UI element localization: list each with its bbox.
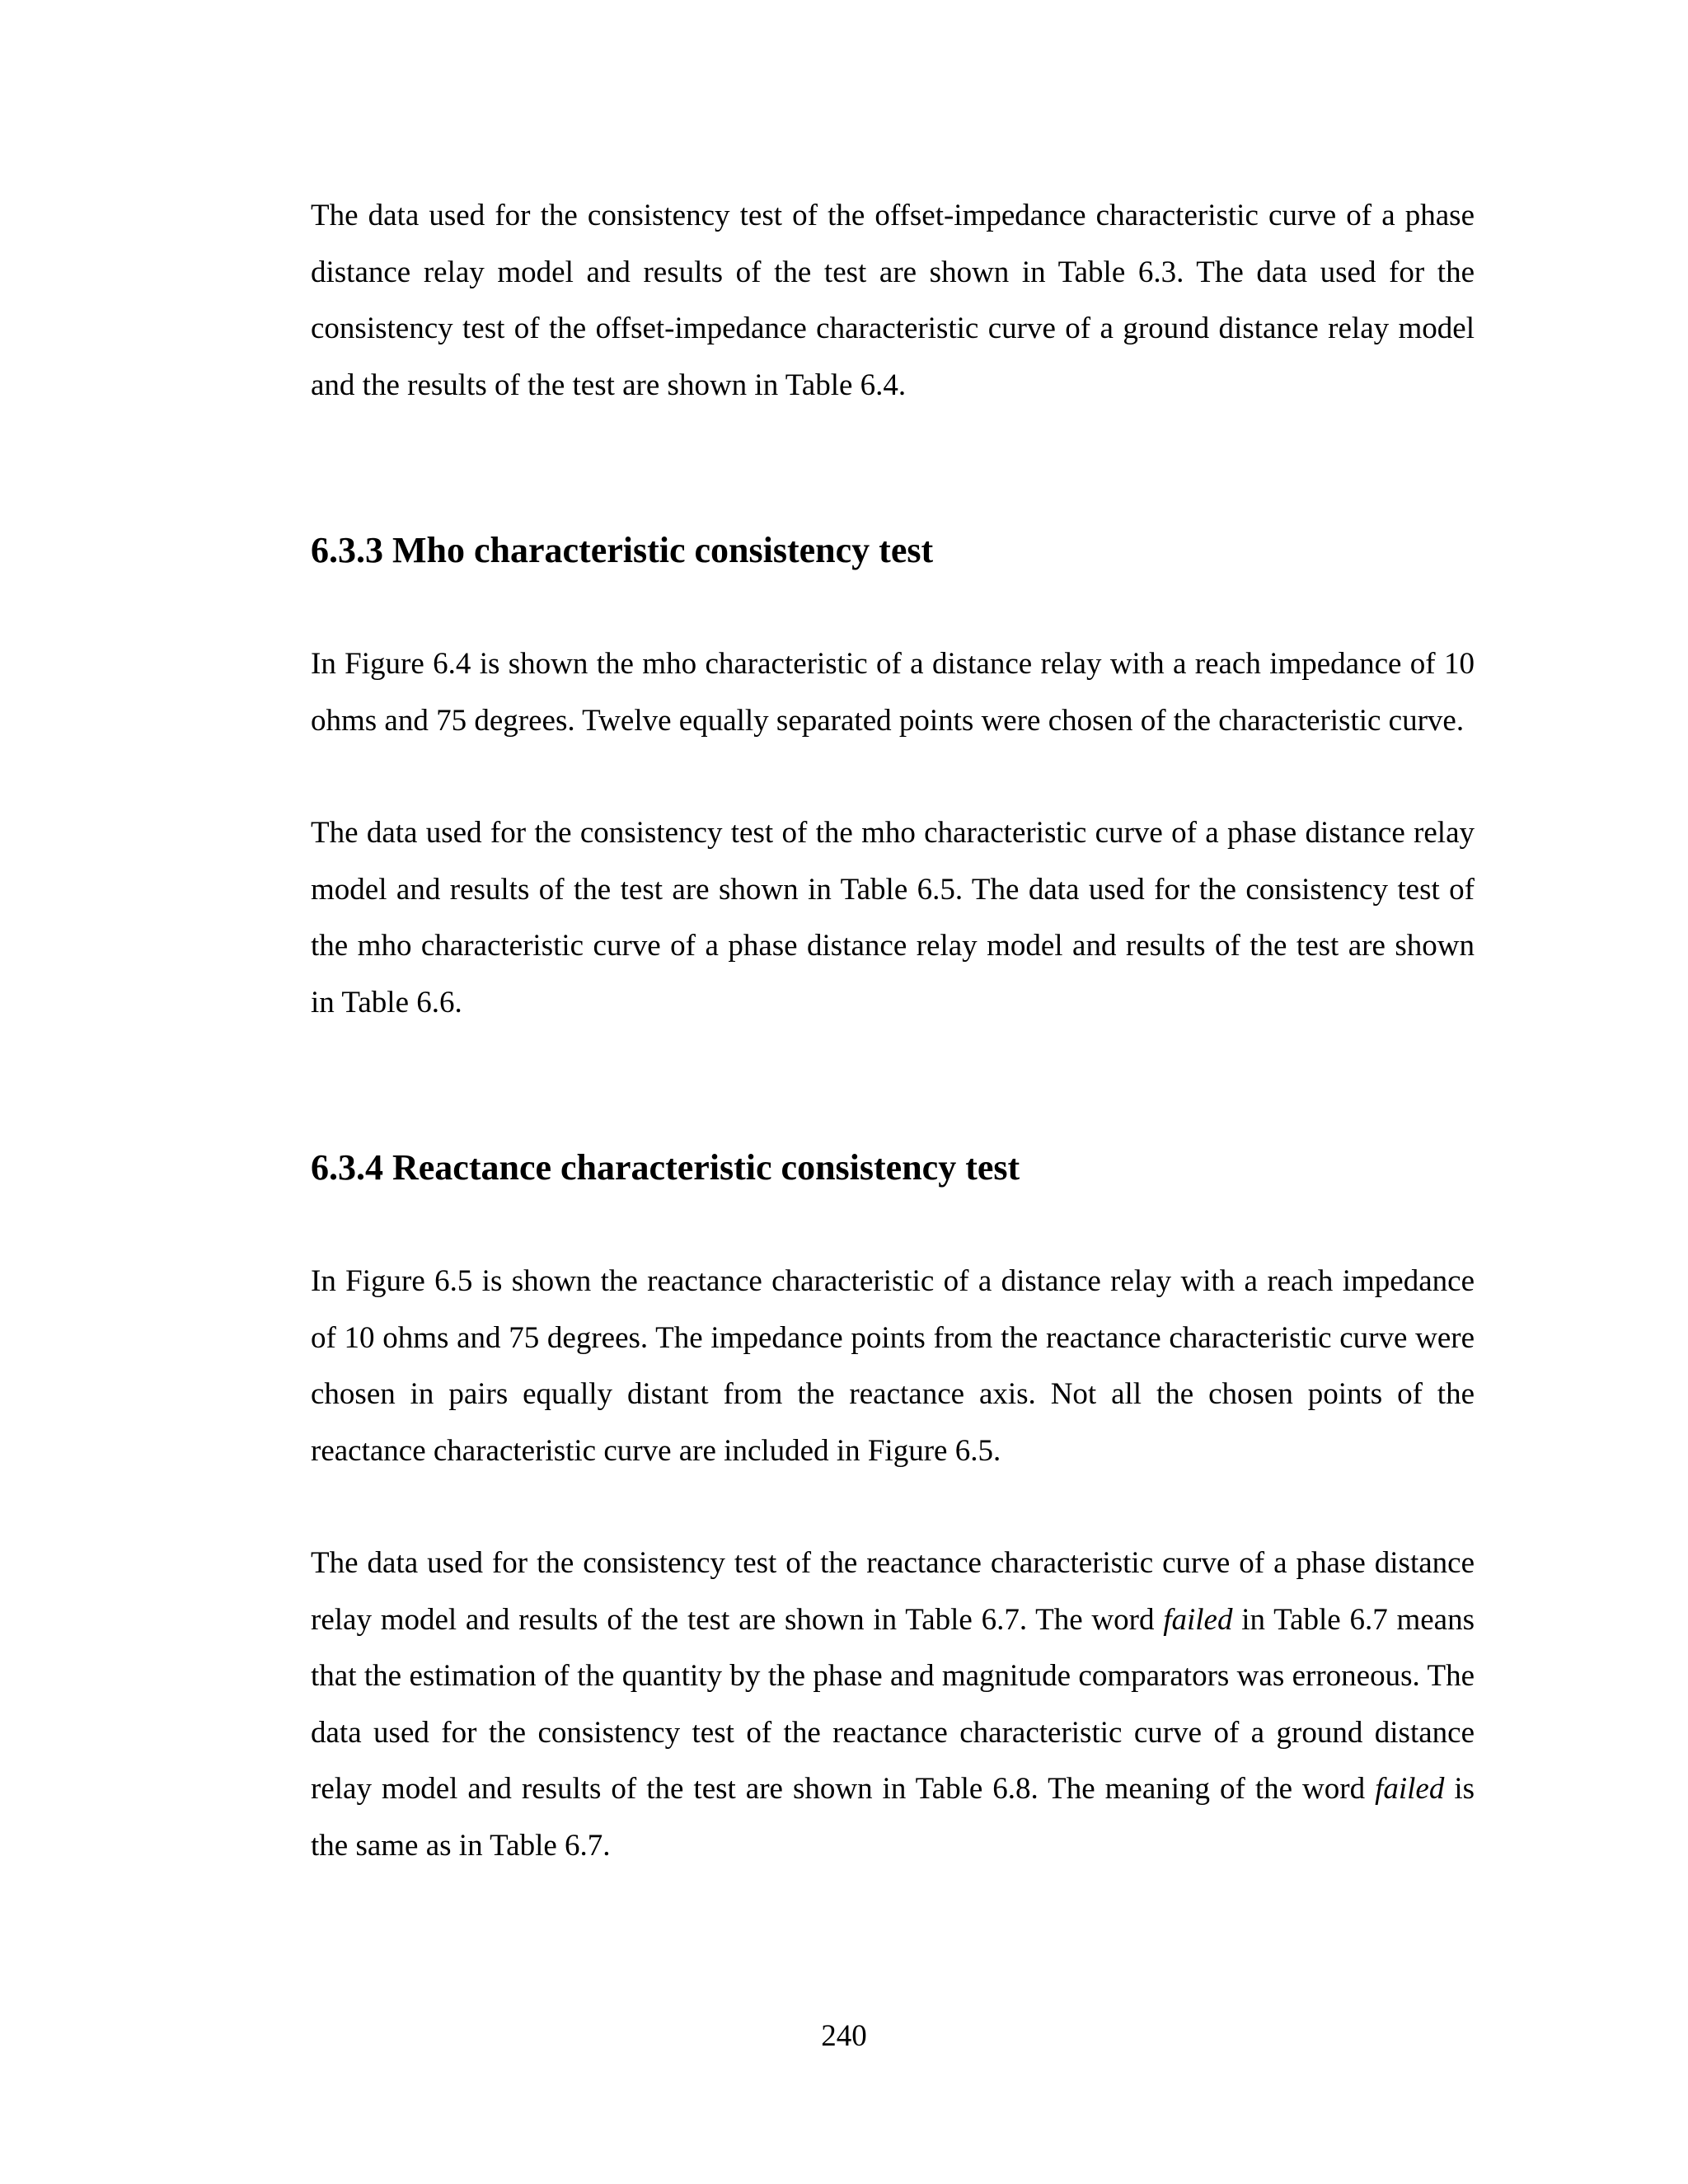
italic-term-failed: failed bbox=[1163, 1602, 1233, 1637]
paragraph-mho-figure: In Figure 6.4 is shown the mho characteristic of a distance relay with a reach impedance of 10 ohms and 75 degrees. Twelve equally separated points were chosen of the characteristic curve. bbox=[311, 647, 1475, 738]
spacer bbox=[311, 749, 1475, 805]
paragraph-reactance-tables bbox=[311, 1535, 1475, 1874]
spacer bbox=[311, 1031, 1475, 1143]
text-run: is the same as in Table 6.7. bbox=[311, 1772, 1475, 1863]
italic-term-failed: failed bbox=[1375, 1772, 1445, 1806]
paragraph-mho-tables: The data used for the consistency test of the mho characteristic curve of a phase distance relay model and results of the test are shown in Table 6.5. The data used for the consistency test of the mho characteristic curve of a phase distance relay model and results of the test are shown in Table 6.6. bbox=[311, 816, 1475, 1019]
spacer bbox=[311, 1193, 1475, 1254]
spacer bbox=[311, 1479, 1475, 1535]
paragraph-offset-impedance: The data used for the consistency test of the offset-impedance characteristic curve of a phase distance relay model and results of the test are shown in Table 6.3. The data used for the consistency test of the offset-impedance characteristic curve of a ground distance relay model and the results of the test are shown in Table 6.4. bbox=[311, 199, 1475, 402]
spacer bbox=[311, 575, 1475, 636]
text-run: in Table 6.7 means that the estimation of the quantity by the phase and magnitude comparators was erroneous. The data used for the consistency test of the reactance characteristic curve of a ground distance relay model and results of the test are shown in Table 6.8. The meaning of the word bbox=[311, 1602, 1475, 1806]
section-heading-6-3-3: 6.3.3 Mho characteristic consistency test bbox=[311, 530, 934, 570]
page-content bbox=[311, 188, 1475, 1874]
section-heading-6-3-4: 6.3.4 Reactance characteristic consistency test bbox=[311, 1147, 1020, 1188]
page-number: 240 bbox=[821, 2019, 867, 2053]
text-run: The data used for the consistency test of the reactance characteristic curve of a phase distance relay model and results of the test are shown in Table 6.7. The word bbox=[311, 1546, 1475, 1637]
paragraph-reactance-figure: In Figure 6.5 is shown the reactance characteristic of a distance relay with a reach impedance of 10 ohms and 75 degrees. The impedance points from the reactance characteristic curve were chosen in pairs equally distant from the reactance axis. Not all the chosen points of the reactance characteristic curve are included in Figure 6.5. bbox=[311, 1264, 1475, 1468]
spacer bbox=[311, 414, 1475, 526]
